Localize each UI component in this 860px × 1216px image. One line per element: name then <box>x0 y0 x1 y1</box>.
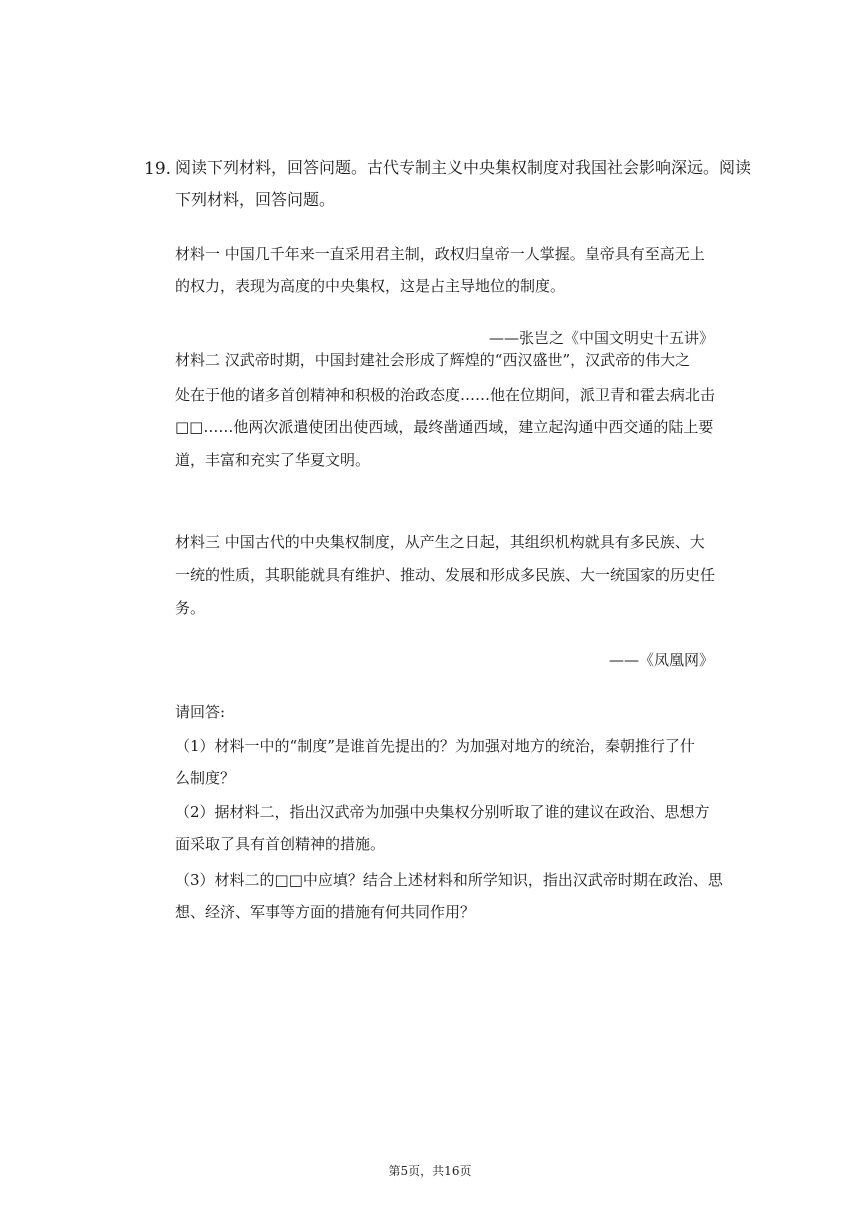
sub-question-3-line-2: 想、经济、军事等方面的措施有何共同作用？ <box>175 903 476 921</box>
material-2-line-2: 处在于他的诸多首创精神和积极的治政态度……他在位期间，派卫青和霍去病北击 <box>175 386 716 404</box>
material-3-line-1: 材料三 中国古代的中央集权制度，从产生之日起，其组织机构就具有多民族、大 <box>175 533 705 551</box>
sub-question-2-line-1: （2）据材料二，指出汉武帝为加强中央集权分别听取了谁的建议在政治、思想方 <box>175 803 710 821</box>
sub-question-1-line-1: （1）材料一中的“制度”是谁首先提出的？为加强对地方的统治，秦朝推行了什 <box>175 737 695 755</box>
material-1-source: ——张岂之《中国文明史十五讲》 <box>488 329 714 347</box>
question-stem-line-2: 下列材料，回答问题。 <box>175 190 336 209</box>
material-2-line-4: 道，丰富和充实了华夏文明。 <box>175 451 371 469</box>
sub-question-1-line-2: 么制度？ <box>175 769 236 787</box>
answer-prompt: 请回答: <box>175 703 226 721</box>
material-1-line-2: 的权力，表现为高度的中央集权，这是占主导地位的制度。 <box>175 277 566 295</box>
sub-question-2-line-2: 面采取了具有首创精神的措施。 <box>175 835 386 853</box>
sub-question-3-line-1: （3）材料二的□□中应填？结合上述材料和所学知识，指出汉武帝时期在政治、思 <box>175 871 723 889</box>
material-1-line-1: 材料一 中国几千年来一直采用君主制，政权归皇帝一人掌握。皇帝具有至高无上 <box>175 245 705 263</box>
material-2-line-3: □□……他两次派遣使团出使西域，最终凿通西域，建立起沟通中西交通的陆上要 <box>175 418 714 436</box>
page-footer: 第5页，共16页 <box>388 1164 472 1178</box>
material-3-source: ——《凤凰网》 <box>608 651 714 669</box>
material-2-line-1: 材料二 汉武帝时期，中国封建社会形成了辉煌的“西汉盛世”，汉武帝的伟大之 <box>175 351 691 369</box>
question-stem-line-1: 阅读下列材料，回答问题。古代专制主义中央集权制度对我国社会影响深远。阅读 <box>175 158 752 177</box>
material-3-line-2: 一统的性质，其职能就具有维护、推动、发展和形成多民族、大一统国家的历史任 <box>175 566 716 584</box>
material-3-line-3: 务。 <box>175 599 206 617</box>
question-number: 19. <box>144 159 172 179</box>
